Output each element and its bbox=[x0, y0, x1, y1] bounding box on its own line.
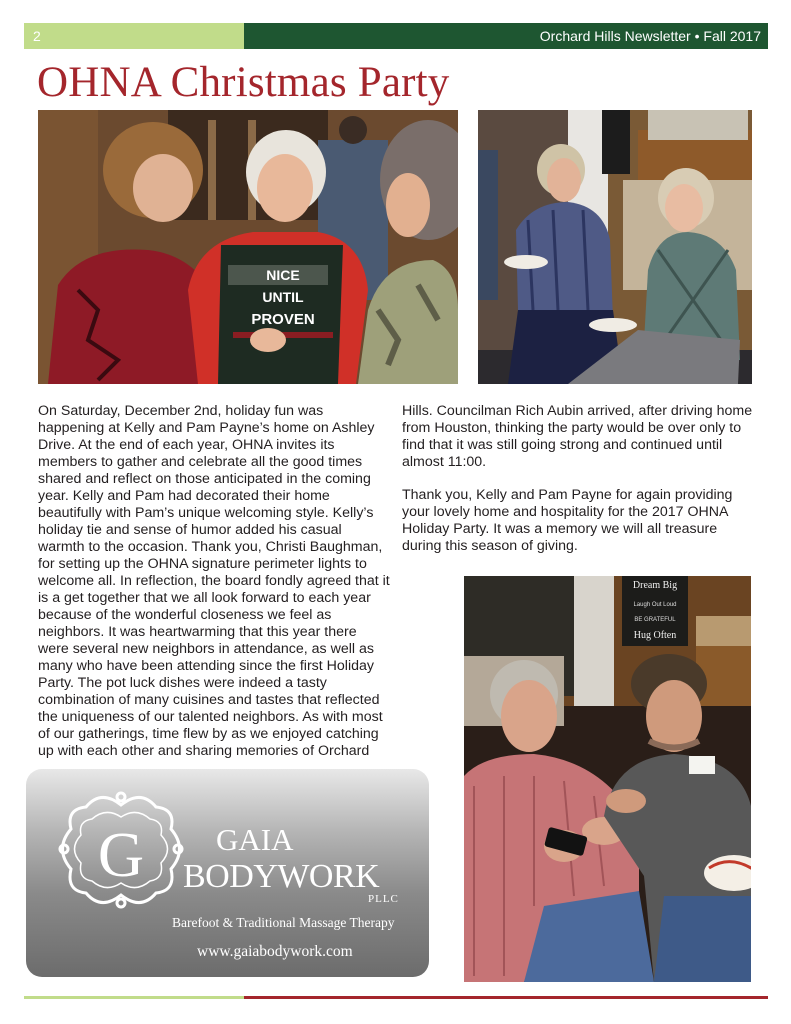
footer-rule-red bbox=[244, 996, 768, 999]
gaia-monogram: G bbox=[97, 819, 145, 890]
ad-brand-bodywork: BODYWORK bbox=[183, 858, 380, 895]
sweater-text-proven: PROVEN bbox=[251, 311, 315, 328]
sweater-text-until: UNTIL bbox=[262, 289, 304, 305]
ad-brand-pllc: PLLC bbox=[368, 893, 399, 905]
party-photo-men-with-phone bbox=[464, 576, 751, 982]
article-title: OHNA Christmas Party bbox=[37, 59, 450, 106]
sweater-text-nice: NICE bbox=[266, 267, 300, 283]
ad-website-link[interactable]: www.gaiabodywork.com bbox=[197, 943, 353, 960]
newsletter-title: Orchard Hills Newsletter • Fall 2017 bbox=[539, 28, 761, 44]
ad-tagline: Barefoot & Traditional Massage Therapy bbox=[172, 915, 395, 930]
article-column-left bbox=[38, 403, 391, 776]
article-paragraph: Thank you, Kelly and Pam Payne for again providing your lovely home and hospitality for the 2017 OHNA Holiday Party. It was a memory we will all treasure during this season of giving. bbox=[402, 487, 733, 554]
sign-text-dream-big: Dream Big bbox=[632, 580, 678, 591]
sign-text-hug-often: Hug Often bbox=[633, 630, 677, 641]
article-column-right bbox=[402, 403, 754, 571]
article-paragraph: Hills. Councilman Rich Aubin arrived, after driving home from Houston, thinking the party would be over only to find that it was still going strong and continued until almost 11:00. bbox=[402, 403, 753, 470]
ad-brand-gaia: GAIA bbox=[216, 822, 294, 857]
article-paragraph: On Saturday, December 2nd, holiday fun was happening at Kelly and Pam Payne’s home on Ashley Drive. At the end of each year, OHNA invites its members to gather and celebrate all the good times shared and reflect on those anticipated in the coming year. Kelly and Pam had decorated their home beautifully with Pam’s unique welcoming style. Kelly’s holiday tie and sense of humor added his casual warmth to the occasion. Thank you, Christi Baughman, for setting up the OHNA signature perimeter lights to welcome all. In reflection, the board fondly agreed that it is a get together that we all look forward to each year because of the wonderful closeness we feel as neighbors. It was heartwarming that this year there were several new neighbors in attendance, as well as many who have been attending since the first Holiday Party. The pot luck dishes were indeed a tasty combination of many cuisines and tastes that reflected the uniqueness of our talented neighbors. As with most of our gatherings, time flew by as we enjoyed catching up with each other and sharing memories of Orchard bbox=[38, 403, 390, 759]
party-photo-seated-women bbox=[478, 110, 752, 384]
header-bar-light bbox=[24, 23, 244, 49]
page-number: 2 bbox=[33, 28, 41, 44]
footer-rule-green bbox=[24, 996, 244, 999]
party-photo-women-talking bbox=[38, 110, 458, 384]
sign-text-grateful: BE GRATEFUL bbox=[634, 617, 676, 623]
sign-text-laugh: Laugh Out Loud bbox=[633, 602, 677, 608]
